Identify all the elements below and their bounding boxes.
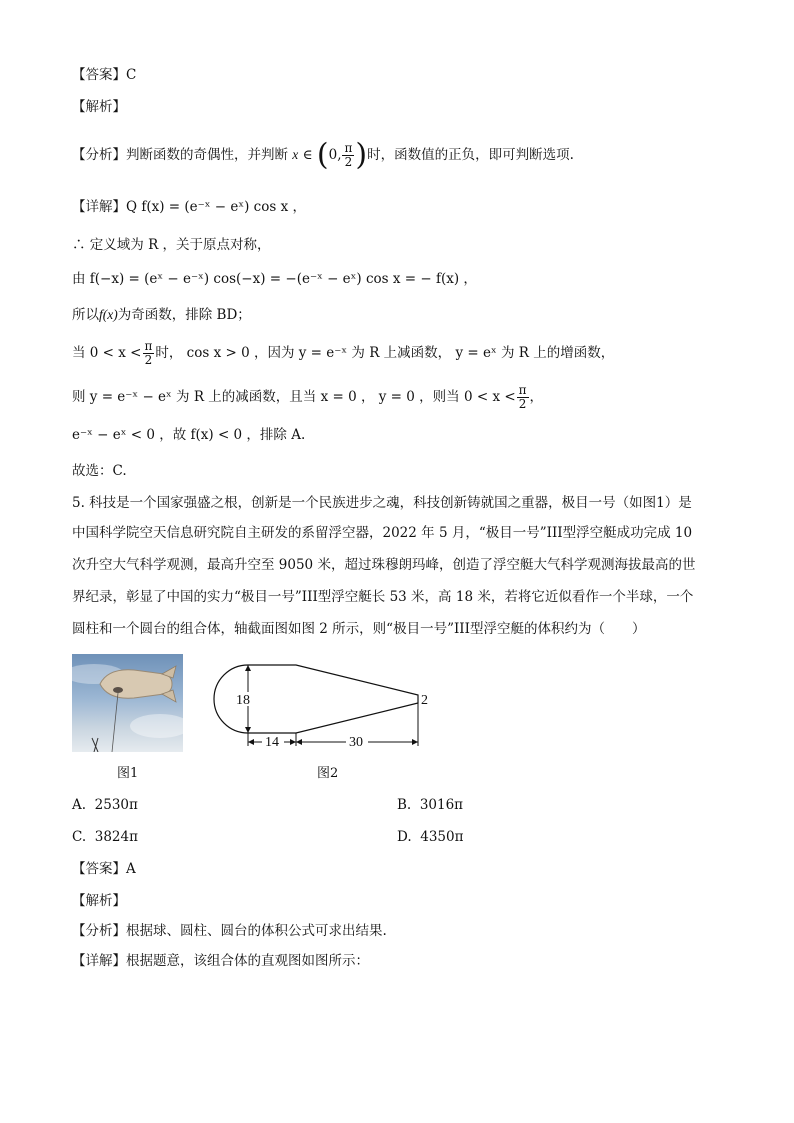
option-b-key: B. [397,797,412,813]
fig2-caption: 图2 [317,766,339,781]
fig1-caption: 图1 [117,766,139,781]
xiangjie-line-2 [72,950,369,972]
axial-section-diagram [200,654,440,754]
q5-line-4: 界纪录，彰显了中国的实力“极目一号”III型浮空艇长 53 米，高 18 米，若将它近似看作一个半球，一个 [72,589,694,605]
label-radius: 2 [421,693,428,708]
option-d[interactable] [397,826,463,848]
answer-tag: 【答案】 [72,861,126,877]
fenxi-tag: 【分析】 [72,147,126,163]
option-c-value: 3824π [94,829,138,845]
fenxi-text-2: 根据球、圆柱、圆台的体积公式可求出结果. [126,923,387,939]
prev-answer [72,64,136,86]
exclude-a: 所以 [72,307,99,323]
exclude-c: 为奇函数，排除 BD； [117,307,251,323]
fenxi-text-b: 时，函数值的正负，即可判断选项. [367,147,574,163]
frac-den: 2 [518,397,527,411]
frac-num: π [344,141,353,155]
paren-close: ) [355,137,368,173]
frac-num: π [144,339,153,353]
q5-line-3: 次升空大气科学观测，最高升空至 9050 米，超过珠穆朗玛峰，创造了浮空艇大气科学观测海拔最高的世 [72,557,696,573]
frac-num: π [518,383,527,397]
fraction-pi-2 [143,340,155,367]
fenxi-line-2 [72,920,387,942]
option-a[interactable] [72,794,138,816]
jiexi-heading: 【解析】 [72,99,126,115]
airship-illustration [72,654,183,752]
negative-line: e⁻ˣ − eˣ < 0 ，故 f(x) < 0 ，排除 A. [72,427,306,443]
fenxi-text-a: 判断函数的奇偶性，并判断 [126,147,288,163]
var-x: x [292,147,299,162]
label-frustum-len: 30 [349,735,363,750]
label-height: 18 [236,693,250,708]
then-b: ， [529,389,544,405]
xiangjie-text: Q f(x) = (e⁻ˣ − eˣ) cos x ， [126,199,306,215]
xiangjie-tag: 【详解】 [72,199,126,215]
q5-line-5: 圆柱和一个圆台的组合体，轴截面图如图 2 所示，则“极目一号”III型浮空艇的体积约为（ ） [72,621,646,637]
option-b[interactable] [397,794,463,816]
fenxi-tag-2: 【分析】 [72,923,126,939]
fenxi-line: 【分析】判断函数的奇偶性，并判断 x ∈ (0, $\frac{\pi}{2}$ )时，函数值的正负，即可判断选项. [72,137,574,173]
xiangjie-text-2: 根据题意，该组合体的直观图如图所示： [126,953,369,969]
q5-line-2: 中国科学院空天信息研究院自主研发的系留浮空器，2022 年 5 月，“极目一号”III型浮空艇成功完成 10 [72,525,693,541]
when-a: 当 0 < x < [72,345,142,361]
then-line [72,384,543,411]
option-d-value: 4350π [420,829,464,845]
xiangjie-tag-2: 【详解】 [72,953,126,969]
paren-open: ( [316,137,329,173]
option-b-value: 3016π [419,797,464,813]
odd-proof-line: 由 f(−x) = (eˣ − e⁻ˣ) cos(−x) = −(e⁻ˣ − eˣ) cos x = − f(x) ， [72,271,477,287]
option-c[interactable] [72,826,138,848]
exclude-bd-line [72,304,251,326]
answer-tag: 【答案】 [72,67,126,83]
when-line [72,340,614,367]
fraction-pi-2 [517,384,529,411]
when-b: 时， cos x > 0 ，因为 y = e⁻ˣ 为 R 上减函数， y = eˣ 为 R 上的增函数， [155,345,615,361]
option-a-value: 2530π [94,797,138,813]
xiangjie-line [72,196,306,218]
airship-photo [72,654,183,752]
option-c-key: C. [72,829,87,845]
domain-line: ∴ 定义域为 R ，关于原点对称， [72,237,271,253]
jiexi-heading-2: 【解析】 [72,893,126,909]
exclude-fx: f(x) [99,307,118,322]
choose-line: 故选：C. [72,463,127,479]
answer-line [72,858,136,880]
answer-value: C [126,67,137,83]
frac-den: 2 [344,155,353,169]
option-d-key: D. [397,829,412,845]
answer-value: A [126,861,136,877]
option-a-key: A. [72,797,87,813]
fraction-pi-2 [342,142,354,169]
q5-line-1: 5. 科技是一个国家强盛之根，创新是一个民族进步之魂，科技创新铸就国之重器，极目一号（如图1）是 [72,495,692,511]
then-a: 则 y = e⁻ˣ − eˣ 为 R 上的减函数，且当 x = 0 ， y = 0 ，则当 0 < x < [72,389,516,405]
interval-zero: 0 [328,147,338,163]
label-cyl-len: 14 [265,735,279,750]
frac-den: 2 [144,353,153,367]
